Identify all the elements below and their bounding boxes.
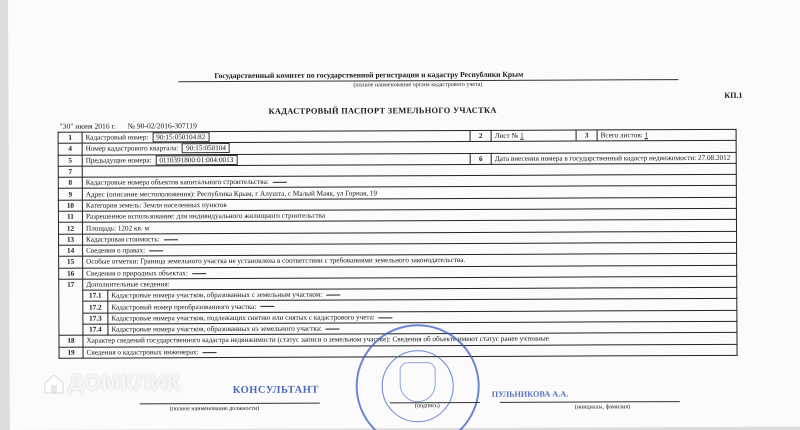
table-row-4: 4 Номер кадастрового квартала: 90:15:050104	[58, 141, 736, 155]
table-row-7: 7	[58, 163, 736, 177]
quarter-number: 90:15:050104	[182, 143, 230, 153]
table-row-16: 16 Сведения о природных объектах:	[59, 265, 737, 279]
table-row-17-1: 17.1 Кадастровые номера участков, образованных с земельным участком:	[59, 287, 737, 301]
position-caption: (полное наименование должности)	[169, 405, 260, 413]
sheet-number: 1	[520, 131, 524, 140]
signer-position: КОНСУЛЬТАНТ	[232, 384, 319, 397]
seal-emblem-icon	[400, 362, 436, 402]
signer-name: ПУЛЬНИКОВА А.А.	[491, 389, 569, 399]
table-row-11: 11 Разрешенное использование: для индивидуального жилищного строительства	[58, 208, 736, 222]
address: Адрес (описание местоположения): Республика Крым, г Алушта, с Малый Маяк, ул Горная, 19	[82, 186, 736, 200]
document-title: КАДАСТРОВЫЙ ПАСПОРТ ЗЕМЕЛЬНОГО УЧАСТКА	[268, 105, 497, 116]
previous-numbers: 0110391800:01:004:0013	[155, 155, 237, 165]
table-row-9: 9 Адрес (описание местоположения): Республика Крым, г Алушта, с Малый Маяк, ул Горная, 19	[58, 186, 736, 200]
signer-name-line	[500, 401, 680, 403]
table-row-1: 1 Кадастровый номер: 90:15:050104:82 2 Лист № 1 3 Всего листов: 1	[58, 129, 736, 143]
form-code: КП.1	[724, 90, 743, 100]
signer-caption: (инициалы, фамилия)	[574, 404, 631, 411]
area: Площадь: 1202 кв. м	[82, 220, 736, 234]
watermark: ДОМКЛИК	[68, 370, 181, 395]
cadastral-number: 90:15:050104:82	[152, 132, 209, 142]
table-row-5: 5 Предыдущие номера: 0110391800:01:004:0013 6 Дата внесения номера в государственный кадастр недвижимости: 27.08.2012	[58, 152, 736, 166]
table-row-15: 15 Особые отметки: Граница земельного участка не установлена в соответствии с требованиями земельного законодательства.	[59, 254, 737, 268]
land-category: Категория земель: Земли населенных пунктов	[82, 197, 736, 211]
table-row-12: 12 Площадь: 1202 кв. м	[58, 220, 736, 234]
issuing-authority: Государственный комитет по государственной регистрации и кадастру Республики Крым	[214, 69, 524, 81]
signature-caption: (подпись)	[414, 403, 440, 410]
permitted-use: Разрешенное использование: для индивидуального жилищного строительства	[82, 208, 736, 222]
table-row-14: 14 Сведения о правах:	[59, 242, 737, 256]
issue-date: "30" июня 2016 г.	[59, 121, 116, 131]
table-row-17-3: 17.3 Кадастровые номера участков, подлежащих снятию или снятых с кадастрового учета:	[59, 310, 737, 324]
authority-caption: (полное наименование органа кадастрового учета)	[353, 81, 483, 89]
number-entry-date: Дата внесения номера в государственный кадастр недвижимости: 27.08.2012	[491, 152, 736, 164]
record-status: Характер сведений государственного кадастра недвижимости (статус записи о земельном участке): Сведения об объекте имеют статус ранее учтенные	[83, 333, 737, 347]
total-sheets: 1	[644, 131, 649, 140]
position-line	[140, 403, 320, 405]
issue-date-line	[60, 121, 197, 131]
cadastral-passport-sheet	[8, 0, 800, 430]
document-number: № 90-02/2016-307119	[127, 121, 197, 131]
cadastral-table	[58, 129, 738, 359]
table-row-8: 8 Кадастровые номера объектов капитального строительства:	[58, 175, 736, 189]
table-row-13: 13 Кадастровая стоимость:	[59, 231, 737, 245]
table-row-18: 18 Характер сведений государственного кадастра недвижимости (статус записи о земельном участке): Сведения об объекте имеют статус ранее учтенные	[59, 333, 737, 347]
table-row-19: 19 Сведения о кадастровых инженерах:	[59, 344, 737, 358]
domclick-logo-icon	[42, 372, 66, 396]
table-row-17-2: 17.2 Кадастровый номер преобразованного участка:	[59, 299, 737, 313]
table-row-17: 17 Дополнительные сведения:	[59, 276, 737, 290]
table-row-10: 10 Категория земель: Земли населенных пунктов	[58, 197, 736, 211]
table-row-17-4: 17.4 Кадастровые номера участков, образованных из земельного участка:	[59, 321, 737, 335]
special-notes: Особые отметки: Граница земельного участка не установлена в соответствии с требованиями земельного законодательства.	[83, 254, 737, 268]
